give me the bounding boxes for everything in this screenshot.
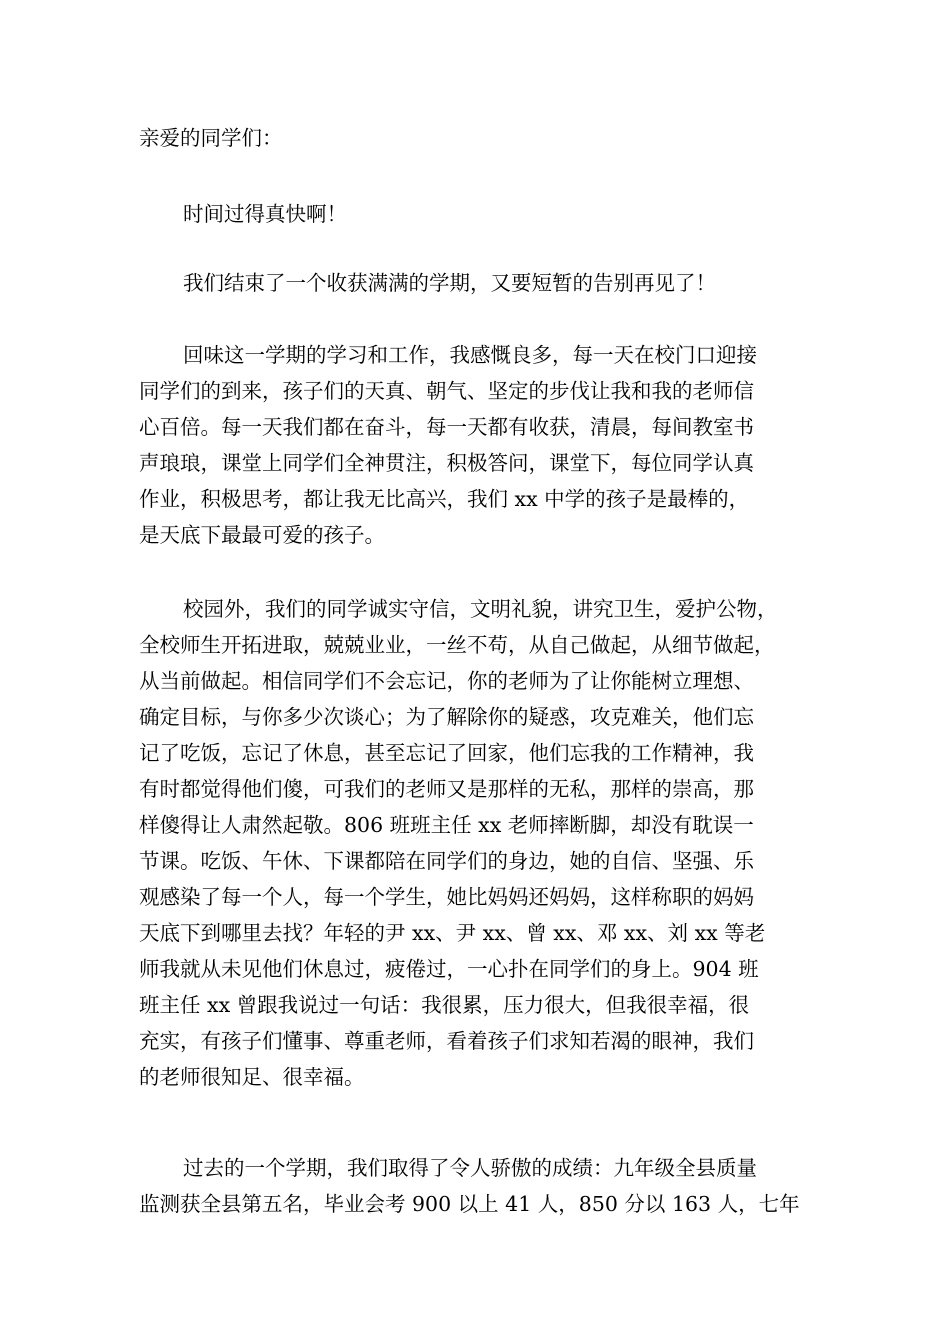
paragraph-3 (139, 337, 829, 553)
text-line: 的老师很知足、很幸福。 (139, 1065, 365, 1089)
text-line: 班主任 xx 曾跟我说过一句话：我很累，压力很大，但我很幸福，很 (139, 993, 750, 1017)
text-line: 天底下到哪里去找？年轻的尹 xx、尹 xx、曾 xx、邓 xx、刘 xx 等老 (139, 921, 766, 945)
text-line: 有时都觉得他们傻，可我们的老师又是那样的无私，那样的崇高，那 (139, 777, 754, 801)
text-line: 全校师生开拓进取，兢兢业业，一丝不苟，从自己做起，从细节做起， (139, 633, 775, 657)
text-line: 时间过得真快啊！ (183, 202, 347, 226)
text-line: 从当前做起。相信同学们不会忘记，你的老师为了让你能树立理想、 (139, 669, 754, 693)
text-line: 样傻得让人肃然起敬。806 班班主任 xx 老师摔断脚，却没有耽误一 (139, 813, 754, 837)
paragraph-1 (139, 196, 829, 232)
text-line: 监测获全县第五名，毕业会考 900 以上 41 人，850 分以 163 人，七年 (139, 1192, 800, 1216)
text-line: 确定目标，与你多少次谈心；为了解除你的疑惑，攻克难关，他们忘 (139, 705, 754, 729)
text-line: 亲爱的同学们： (139, 126, 283, 150)
paragraph-2 (139, 265, 829, 301)
text-line: 我们结束了一个收获满满的学期，又要短暂的告别再见了！ (183, 271, 716, 295)
text-line: 充实，有孩子们懂事、尊重老师，看着孩子们求知若渴的眼神，我们 (139, 1029, 754, 1053)
text-line: 声琅琅，课堂上同学们全神贯注，积极答问，课堂下，每位同学认真 (139, 451, 754, 475)
greeting (139, 120, 829, 156)
text-line: 校园外，我们的同学诚实守信，文明礼貌，讲究卫生，爱护公物， (183, 597, 778, 621)
text-line: 师我就从未见他们休息过，疲倦过，一心扑在同学们的身上。904 班 (139, 957, 759, 981)
text-line: 节课。吃饭、午休、下课都陪在同学们的身边，她的自信、坚强、乐 (139, 849, 754, 873)
text-line: 同学们的到来，孩子们的天真、朝气、坚定的步伐让我和我的老师信 (139, 379, 754, 403)
text-line: 作业，积极思考，都让我无比高兴，我们 xx 中学的孩子是最棒的， (139, 487, 750, 511)
text-line: 记了吃饭，忘记了休息，甚至忘记了回家，他们忘我的工作精神，我 (139, 741, 754, 765)
paragraph-5 (139, 1150, 829, 1222)
text-line: 回味这一学期的学习和工作，我感慨良多，每一天在校门口迎接 (183, 343, 757, 367)
text-line: 过去的一个学期，我们取得了令人骄傲的成绩：九年级全县质量 (183, 1156, 757, 1180)
text-line: 是天底下最最可爱的孩子。 (139, 523, 385, 547)
text-line: 观感染了每一个人，每一个学生，她比妈妈还妈妈，这样称职的妈妈 (139, 885, 754, 909)
paragraph-4 (139, 591, 829, 1095)
text-line: 心百倍。每一天我们都在奋斗，每一天都有收获，清晨，每间教室书 (139, 415, 754, 439)
